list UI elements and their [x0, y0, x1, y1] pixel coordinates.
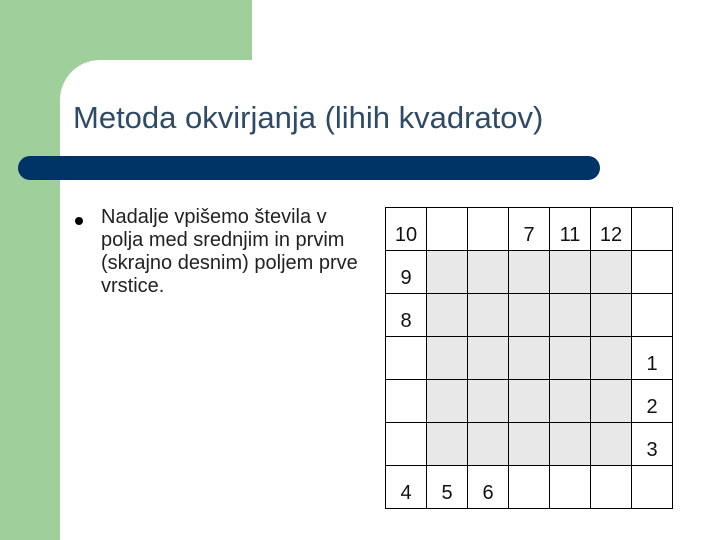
grid-cell — [550, 423, 591, 466]
grid-cell: 8 — [386, 294, 427, 337]
grid-cell: 11 — [550, 208, 591, 251]
grid-row — [386, 294, 673, 337]
grid-cell: 6 — [468, 466, 509, 509]
grid-cell — [509, 294, 550, 337]
grid-cell — [509, 423, 550, 466]
grid-cell — [386, 337, 427, 380]
grid-cell — [550, 251, 591, 294]
grid-cell — [632, 466, 673, 509]
grid-cell — [427, 251, 468, 294]
grid-cell: 3 — [632, 423, 673, 466]
bullet-text: Nadalje vpišemo števila v polja med srednjim in prvim (skrajno desnim) poljem prve vrstice. — [101, 206, 358, 297]
grid-cell — [591, 294, 632, 337]
decorative-green-block-left — [0, 0, 60, 540]
grid-cell — [427, 294, 468, 337]
grid-row — [386, 208, 673, 251]
grid-cell — [468, 251, 509, 294]
title-underline-bar — [18, 156, 600, 180]
grid-cell — [591, 423, 632, 466]
grid-cell: 5 — [427, 466, 468, 509]
grid-cell — [468, 294, 509, 337]
grid-cell — [591, 251, 632, 294]
slide-title: Metoda okvirjanja (lihih kvadratov) — [73, 100, 544, 135]
grid-cell — [632, 294, 673, 337]
grid-cell: 12 — [591, 208, 632, 251]
grid-cell — [427, 337, 468, 380]
grid-cell — [468, 380, 509, 423]
grid-cell — [591, 337, 632, 380]
grid-cell — [591, 380, 632, 423]
grid-row — [386, 380, 673, 423]
grid-cell — [632, 251, 673, 294]
grid-cell: 10 — [386, 208, 427, 251]
grid-cell — [591, 466, 632, 509]
grid-row — [386, 466, 673, 509]
grid-cell — [468, 423, 509, 466]
grid-cell: 7 — [509, 208, 550, 251]
grid-cell — [468, 337, 509, 380]
grid-cell: 2 — [632, 380, 673, 423]
grid-cell — [509, 337, 550, 380]
grid-cell — [468, 208, 509, 251]
grid-cell — [509, 466, 550, 509]
number-grid — [385, 207, 673, 509]
grid-cell — [427, 380, 468, 423]
grid-cell: 9 — [386, 251, 427, 294]
grid-cell — [550, 466, 591, 509]
grid-cell — [386, 423, 427, 466]
grid-cell — [509, 251, 550, 294]
grid-cell — [509, 380, 550, 423]
grid-cell — [550, 294, 591, 337]
grid-cell — [386, 380, 427, 423]
grid-row — [386, 337, 673, 380]
grid-cell — [427, 208, 468, 251]
grid-row — [386, 423, 673, 466]
grid-row — [386, 251, 673, 294]
grid-cell: 1 — [632, 337, 673, 380]
bullet-icon — [75, 217, 83, 225]
grid-cell — [550, 337, 591, 380]
grid-cell — [632, 208, 673, 251]
grid-cell — [427, 423, 468, 466]
grid-cell: 4 — [386, 466, 427, 509]
grid-cell — [550, 380, 591, 423]
